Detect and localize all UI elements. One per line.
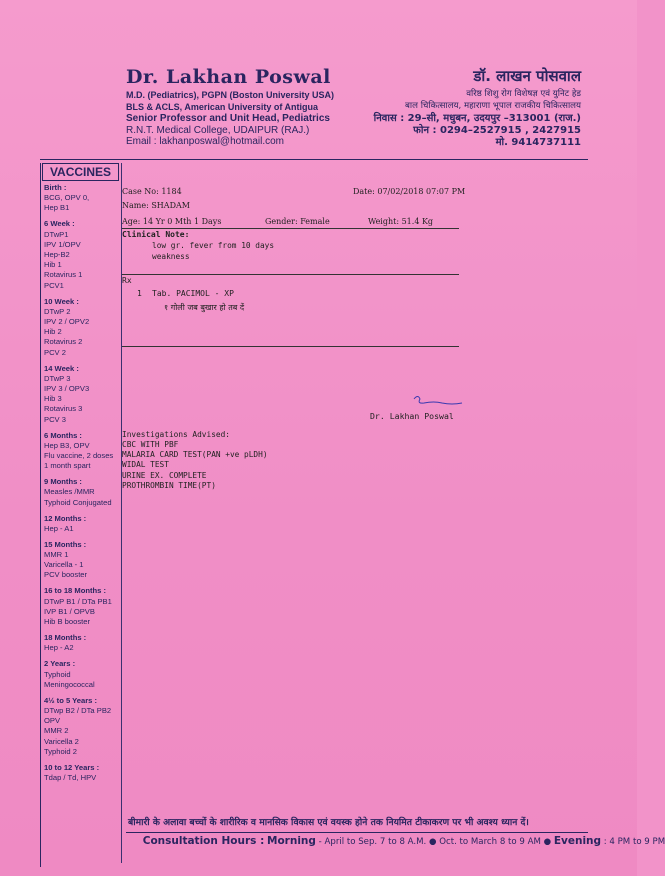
evening-times: : 4 PM to 9 PM [603, 837, 665, 847]
vaccine-item: Flu vaccine, 2 doses [44, 451, 114, 461]
rx-symbol: Rx [122, 276, 132, 285]
vaccine-group-title: 14 Week : [44, 363, 79, 373]
email: Email : lakhanposwal@hotmail.com [126, 136, 284, 147]
rx-number: 1 [137, 289, 142, 298]
vaccine-item: Varicella - 1 [44, 560, 84, 570]
vaccine-group-title: 9 Months : [44, 477, 82, 487]
vaccine-item: Typhoid [44, 669, 71, 679]
vaccine-item: Hib 3 [44, 394, 62, 404]
rx-instruction: १ गोली जब बुखार हो तब दें [164, 303, 245, 312]
vaccine-item: DTwP 2 [44, 306, 71, 316]
vaccine-group-title: 6 Months : [44, 430, 82, 440]
vaccine-item: Rotavirus 3 [44, 404, 83, 414]
hindi-mobile: मो. 9414737111 [495, 137, 581, 149]
vaccine-group-title: Birth : [44, 183, 67, 192]
footer-note: बीमारी के अलावा बच्चों के शारीरिक व मानसिक विकास एवं वयस्क होने तक नियमित टीकाकरण पर भी अवश्य ध्यान दें। [128, 817, 529, 828]
vaccine-group [44, 659, 124, 690]
morning-times: - April to Sep. 7 to 8 A.M. ● Oct. to March 8 to 9 AM ● [318, 837, 552, 847]
vaccine-item: Measles /MMR [44, 487, 95, 497]
patient-weight: Weight: 51.4 Kg [368, 217, 434, 226]
hindi-hospital: बाल चिकित्सालय, महाराणा भूपाल राजकीय चिकित्सालय [405, 101, 581, 112]
vaccine-item: IPV 1/OPV [44, 239, 81, 249]
doctor-signature: Dr. Lakhan Poswal [370, 411, 454, 421]
vaccine-group-title: 4½ to 5 Years : [44, 695, 98, 705]
vaccine-item: Varicella 2 [44, 736, 79, 746]
vaccine-item: PCV1 [44, 280, 64, 290]
vaccine-schedule [44, 183, 124, 789]
vaccine-item: DTwP 3 [44, 373, 71, 383]
vaccine-item: IVP B1 / OPVB [44, 606, 95, 616]
hindi-title: वरिष्ठ शिशु रोग विशेषज्ञ एवं युनिट हेड [466, 89, 581, 99]
vaccine-item: Hib 2 [44, 327, 62, 337]
vaccine-item: DTwP1 [44, 229, 69, 239]
vaccine-item: Tdap / Td, HPV [44, 772, 97, 782]
vaccine-group [44, 183, 124, 214]
patient-gender: Gender: Female [265, 217, 330, 226]
header-divider [40, 159, 588, 160]
vaccine-group [44, 540, 124, 581]
investigation-item: PROTHROMBIN TIME(PT) [122, 481, 216, 490]
investigation-item: URINE EX. COMPLETE [122, 471, 207, 480]
clinical-note-2: weakness [152, 252, 190, 261]
consultation-hours [126, 832, 665, 850]
certification: BLS & ACLS, American University of Antigua [126, 101, 319, 112]
vaccine-item: 1 month spart [44, 461, 91, 471]
vaccine-item: IPV 3 / OPV3 [44, 384, 90, 394]
vaccine-item: Rotavirus 1 [44, 270, 83, 280]
vaccine-item: PCV 3 [44, 414, 66, 424]
qualifications: M.D. (Pediatrics), PGPN (Boston University USA) [126, 90, 335, 100]
doctor-details [126, 90, 334, 148]
signature-scribble [406, 393, 464, 411]
vaccines-title: VACCINES [42, 163, 119, 181]
morning-label: Morning [267, 835, 316, 847]
vaccine-group-title: 10 Week : [44, 296, 79, 306]
vaccine-item: OPV [44, 716, 61, 726]
investigations-label: Investigations Advised: [122, 430, 230, 439]
vaccine-item: Hep-B2 [44, 250, 70, 260]
rx-drug: Tab. PACIMOL - XP [152, 289, 234, 298]
clinical-divider [122, 274, 459, 275]
hindi-phone: फोन : 0294–2527915 , 2427915 [413, 124, 581, 136]
hindi-details [374, 88, 581, 149]
left-border [40, 163, 41, 867]
vaccine-group [44, 477, 124, 508]
investigation-item: WIDAL TEST [122, 460, 169, 469]
patient-name: Name: SHADAM [122, 201, 190, 210]
vaccine-group-title: 10 to 12 Years : [44, 762, 100, 772]
investigation-item: MALARIA CARD TEST(PAN +ve pLDH) [122, 450, 268, 459]
case-date: Date: 07/02/2018 07:07 PM [353, 187, 466, 196]
vaccine-item: Meningococcal [44, 679, 95, 689]
investigation-item: CBC WITH PBF [122, 440, 179, 449]
case-divider [122, 228, 459, 229]
rx-divider [122, 346, 459, 347]
vaccine-group [44, 431, 124, 472]
position: Senior Professor and Unit Head, Pediatrics [126, 113, 330, 124]
college: R.N.T. Medical College, UDAIPUR (RAJ.) [126, 124, 310, 136]
evening-label: Evening [553, 835, 602, 847]
clinical-note-1: low gr. fever from 10 days [152, 241, 275, 250]
vaccine-item: Hib 1 [44, 260, 62, 270]
vaccine-group-title: 6 Week : [44, 219, 75, 229]
vaccine-item: MMR 1 [44, 550, 69, 560]
clinical-note-label: Clinical Note: [122, 230, 190, 239]
vaccine-item: DTwP B1 / DTa PB1 [44, 596, 112, 606]
vaccine-group-title: 15 Months : [44, 539, 87, 549]
hindi-address: निवास : 29–सी, मधुबन, उदयपुर –313001 (राज.) [373, 112, 581, 124]
hindi-doctor-name: डॉ. लाखन पोसवाल [473, 67, 581, 85]
vaccine-item: BCG, OPV 0, [44, 193, 90, 203]
vaccine-group [44, 633, 124, 653]
vaccine-group [44, 297, 124, 358]
vaccine-item: MMR 2 [44, 726, 69, 736]
vaccine-item: IPV 2 / OPV2 [44, 317, 90, 327]
vaccine-group [44, 219, 124, 290]
vaccine-item: Hep B1 [44, 203, 70, 213]
vaccine-group [44, 364, 124, 425]
vaccine-item: Typhoid 2 [44, 746, 77, 756]
vaccine-group [44, 514, 124, 534]
vaccine-item: Hep B3, OPV [44, 440, 90, 450]
vaccine-group [44, 763, 124, 783]
vaccine-item: DTwp B2 / DTa PB2 [44, 705, 112, 715]
vaccine-item: Hep - A2 [44, 643, 74, 653]
vaccine-group-title: 12 Months : [44, 513, 87, 523]
vaccine-item: Hib B booster [44, 617, 91, 627]
vaccine-group [44, 586, 124, 627]
vaccine-item: Rotavirus 2 [44, 337, 83, 347]
vaccine-item: Typhoid Conjugated [44, 497, 112, 507]
vaccine-group-title: 18 Months : [44, 633, 87, 643]
consult-label: Consultation Hours : [142, 835, 265, 847]
vaccine-group-title: 16 to 18 Months : [44, 586, 107, 596]
vaccine-group-title: 2 Years : [44, 659, 76, 669]
doctor-name: Dr. Lakhan Poswal [126, 66, 331, 88]
vaccine-group [44, 696, 124, 757]
case-number: Case No: 1184 [122, 187, 182, 196]
vaccine-item: Hep - A1 [44, 523, 74, 533]
vaccine-item: PCV booster [44, 570, 88, 580]
vaccine-item: PCV 2 [44, 347, 66, 357]
patient-age: Age: 14 Yr 0 Mth 1 Days [122, 217, 222, 226]
